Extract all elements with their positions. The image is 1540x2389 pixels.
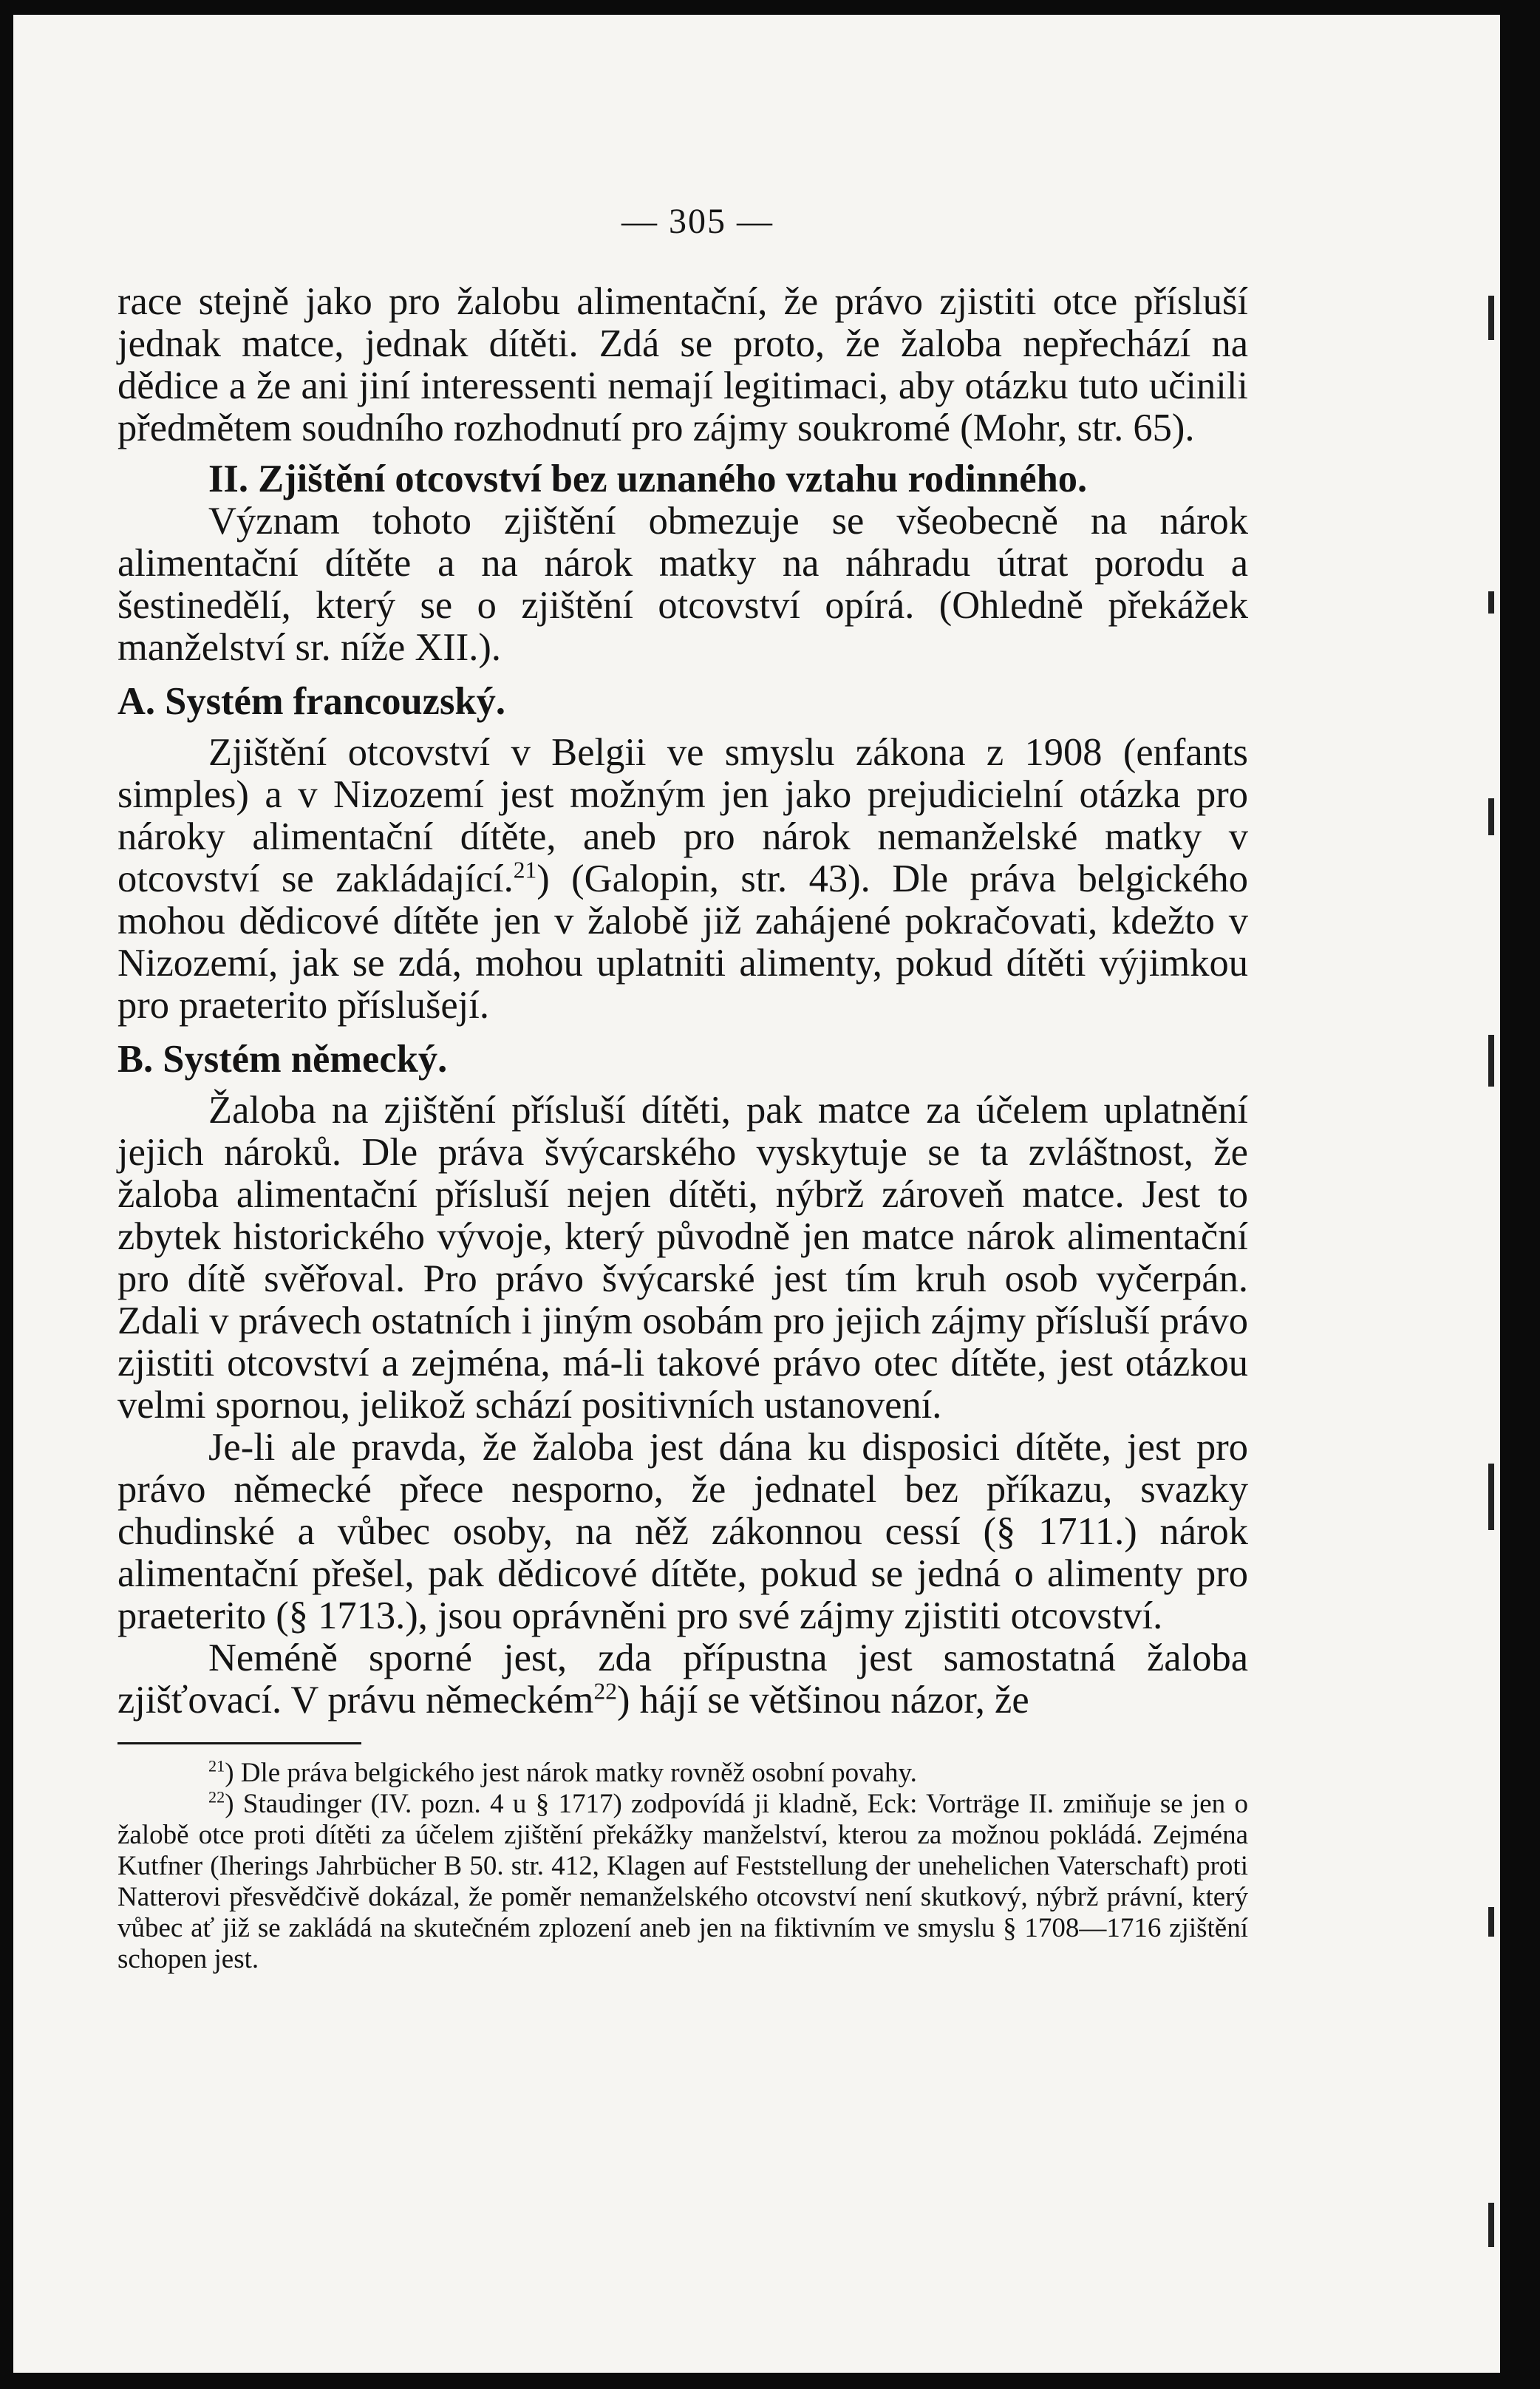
paragraph-b-3-part2: ) hájí se většinou názor, že bbox=[616, 1679, 1029, 1722]
section-heading-a: A. Systém francouzský. bbox=[117, 680, 505, 723]
paragraph-b-1: Žaloba na zjištění přísluší dítěti, pak matce za účelem uplatnění jejich nároků. Dle práva švýcarského vyskytuje se ta zvláštnost, že žaloba alimentační přísluší nejen dítěti, nýbrž zároveň matce. Jest to zbytek historického vývoje, který původně jen matce nárok alimentační pro dítě svěřoval. Pro právo švýcarské jest tím kruh osob vyčerpán. Zdali v právech ostatních i jiným osobám pro jejich zájmy přísluší právo zjistiti otcovství a zejména, má-li takové právo otec dítěte, jest otázkou velmi spornou, jelikož schází positivních ustanovení. bbox=[117, 1089, 1248, 1427]
paragraph-b-2: Je-li ale pravda, že žaloba jest dána ku disposici dítěte, jest pro právo německé přece nesporno, že jednatel bez příkazu, svazky chudinské a vůbec osoby, na něž zákonnou cessí (§ 1711.) nárok alimentační přešel, pak dědicové dítěte, pokud se jedná o alimenty pro praeterito (§ 1713.), jsou oprávněni pro své zájmy zjistiti otcovství. bbox=[117, 1426, 1248, 1637]
book-page bbox=[13, 15, 1500, 2373]
main-text bbox=[117, 281, 1248, 1722]
footnote-21 bbox=[117, 1758, 1248, 1789]
page-number: — 305 — bbox=[621, 202, 774, 241]
paragraph-b-3-part1: Neméně sporné jest, zda přípustna jest samostatná žaloba zjišťovací. V právu německém bbox=[117, 1637, 1248, 1722]
footnote-divider bbox=[117, 1742, 361, 1744]
paragraph-b-3 bbox=[117, 1637, 1248, 1722]
section-heading-ii: II. Zjištění otcovství bez uznaného vztahu rodinného. bbox=[208, 458, 1088, 500]
footnote-21-mark: 21 bbox=[208, 1756, 225, 1775]
footnote-ref-22: 22 bbox=[593, 1678, 617, 1705]
paragraph-a-1-part2: ) (Galopin, str. 43). Dle práva belgického mohou dědicové dítěte jen v žalobě již zahájené pokračovati, kdežto v Nizozemí, jak se zdá, mohou uplatniti alimenty, pokud dítěti výjimkou pro praeterito příslušejí. bbox=[117, 857, 1248, 1027]
paragraph-ii-1: Význam tohoto zjištění obmezuje se všeobecně na nárok alimentační dítěte a na nárok matky na náhradu útrat porodu a šestinedělí, který se o zjištění otcovství opírá. (Ohledně překážek manželství sr. níže XII.). bbox=[117, 500, 1248, 669]
footnote-ref-21: 21 bbox=[513, 857, 537, 883]
text-column bbox=[117, 200, 1248, 1975]
footnote-22 bbox=[117, 1789, 1248, 1975]
paragraph-a-1 bbox=[117, 732, 1248, 1027]
footnotes bbox=[117, 1758, 1248, 1975]
footnote-22-mark: 22 bbox=[208, 1787, 225, 1807]
paragraph-continuation: race stejně jako pro žalobu alimentační, že právo zjistiti otce přísluší jednak matce, jednak dítěti. Zdá se proto, že žaloba nepřechází na dědice a že ani jiní interessenti nemají legitimaci, aby otázku tuto učinili předmětem soudního rozhodnutí pro zájmy soukromé (Mohr, str. 65). bbox=[117, 280, 1248, 449]
paragraph-a-1-part1: Zjištění otcovství v Belgii ve smyslu zákona z 1908 (enfants simples) a v Nizozemí jest možným jen jako prejudicielní otázka pro nároky alimentační dítěte, aneb pro nárok nemanželské matky v otcovství se zakládající. bbox=[117, 731, 1248, 900]
scan-edge-marks bbox=[1488, 59, 1496, 2351]
footnote-22-text: ) Staudinger (IV. pozn. 4 u § 1717) zodpovídá ji kladně, Eck: Vorträge II. zmiňuje se jen o žalobě otce proti dítěti za účelem zjištění překážky manželství, kterou za možnou pokládá. Zejména Kutfner (Iherings Jahrbücher B 50. str. 412, Klagen auf Feststellung der unehelichen Vaterschaft) proti Natterovi přesvědčivě dokázal, že poměr nemanželského otcovství není skutkový, nýbrž právní, který vůbec ať již se zakládá na skutečném zplození aneb jen na fiktivním ve smyslu § 1708—1716 zjištění schopen jest. bbox=[117, 1789, 1248, 1974]
footnote-21-text: ) Dle práva belgického jest nárok matky rovněž osobní povahy. bbox=[225, 1758, 917, 1788]
section-heading-b: B. Systém německý. bbox=[117, 1038, 448, 1081]
